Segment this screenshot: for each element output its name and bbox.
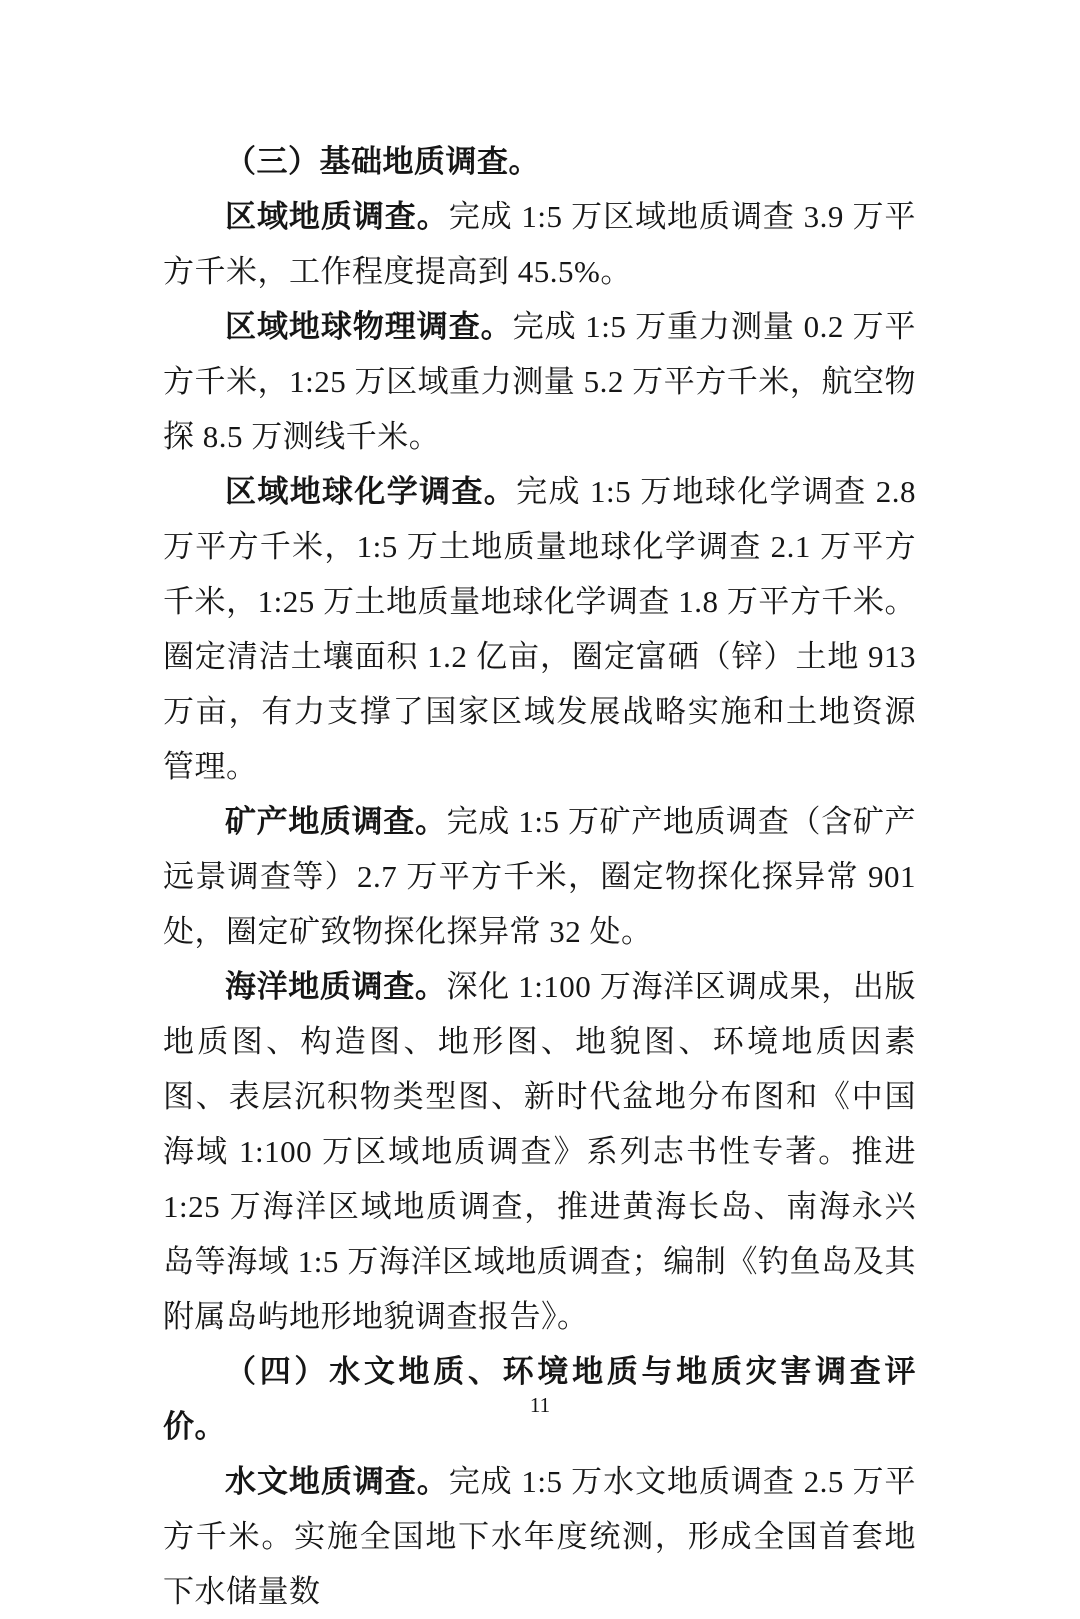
paragraph-lead-marine-geological-survey: 海洋地质调查。 xyxy=(225,969,447,1004)
paragraph-regional-geochemical-survey xyxy=(163,464,916,794)
page-number: 11 xyxy=(529,1393,551,1417)
paragraph-text-hydrogeological-survey: 完成 1:5 万水文地质调查 2.5 万平方千米。实施全国地下水年度统测，形成全国首套地下水储量数 xyxy=(163,1464,916,1609)
paragraph-text-regional-geophysical-survey: 完成 1:5 万重力测量 0.2 万平方千米，1:25 万区域重力测量 5.2 万平方千米，航空物探 8.5 万测线千米。 xyxy=(163,309,916,454)
paragraph-text-marine-geological-survey: 深化 1:100 万海洋区调成果，出版地质图、构造图、地形图、地貌图、环境地质因素图、表层沉积物类型图、新时代盆地分布图和《中国海域 1:100 万区域地质调查》系列志书性专著。推进 1:25 万海洋区域地质调查，推进黄海长岛、南海永兴岛等海域 1:5 万海洋区域地质调查；编制《钓鱼岛及其附属岛屿地形地貌调查报告》。 xyxy=(163,969,916,1334)
paragraph-mineral-geological-survey xyxy=(163,794,916,959)
paragraph-text-regional-geological-survey: 完成 1:5 万区域地质调查 3.9 万平方千米，工作程度提高到 45.5%。 xyxy=(163,199,916,289)
paragraph-text-regional-geochemical-survey: 完成 1:5 万地球化学调查 2.8 万平方千米，1:5 万土地质量地球化学调查 2.1 万平方千米，1:25 万土地质量地球化学调查 1.8 万平方千米。圈定清洁土壤面积 1.2 亿亩，圈定富硒（锌）土地 913 万亩，有力支撑了国家区域发展战略实施和土地资源管理。 xyxy=(163,474,916,784)
paragraph-regional-geological-survey xyxy=(163,189,916,299)
paragraph-lead-regional-geophysical-survey: 区域地球物理调查。 xyxy=(225,309,513,344)
paragraph-lead-mineral-geological-survey: 矿产地质调查。 xyxy=(225,804,447,839)
paragraph-marine-geological-survey xyxy=(163,959,916,1344)
section-heading-basic-geological-survey: （三）基础地质调查。 xyxy=(225,144,540,179)
paragraph-lead-regional-geological-survey: 区域地质调查。 xyxy=(225,199,449,234)
section-heading-hydro-environment-hazard-survey: （四）水文地质、环境地质与地质灾害调查评价。 xyxy=(163,1354,916,1444)
paragraph-text-mineral-geological-survey: 完成 1:5 万矿产地质调查（含矿产远景调查等）2.7 万平方千米，圈定物探化探异常 901 处，圈定矿致物探化探异常 32 处。 xyxy=(163,804,916,949)
paragraph-regional-geophysical-survey xyxy=(163,299,916,464)
paragraph-lead-regional-geochemical-survey: 区域地球化学调查。 xyxy=(225,474,517,509)
paragraph-hydrogeological-survey xyxy=(163,1454,916,1619)
paragraph-lead-hydrogeological-survey: 水文地质调查。 xyxy=(225,1464,449,1499)
